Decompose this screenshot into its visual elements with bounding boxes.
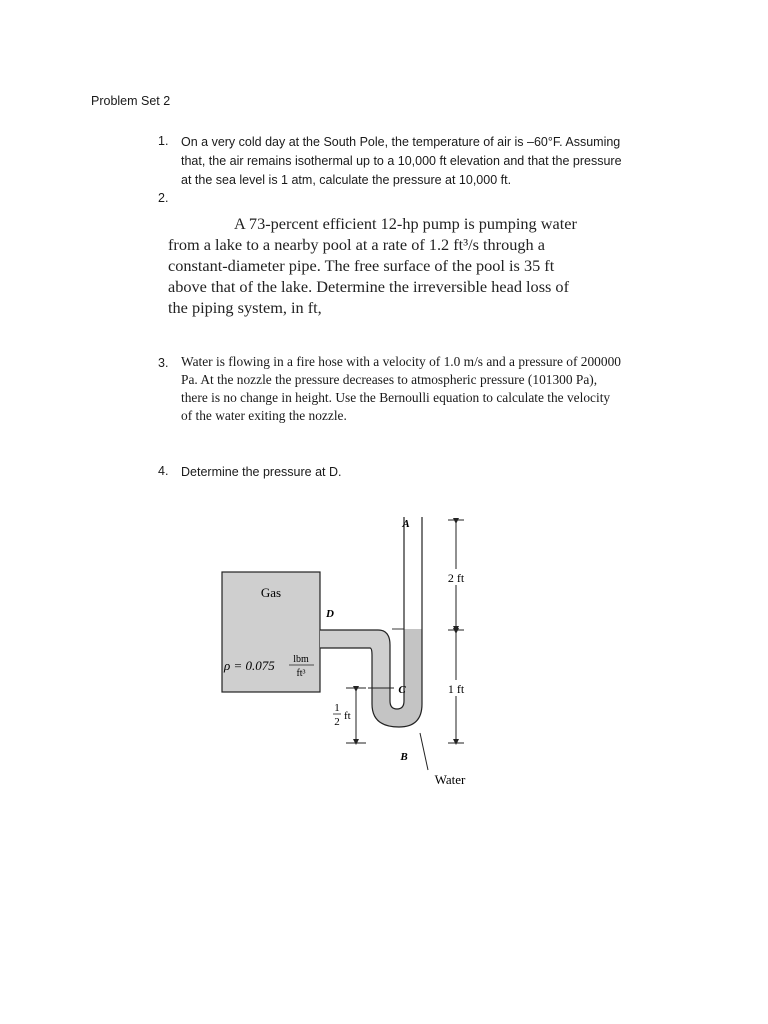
problem-3-line: there is no change in height. Use the Bernoulli equation to calculate the velocity: [181, 390, 611, 405]
problem-3-text: [181, 353, 681, 425]
gas-label: Gas: [260, 585, 282, 600]
problem-2-line: constant-diameter pipe. The free surface of the pool is 35 ft: [168, 256, 555, 275]
dim-2ft-label: 2 ft: [447, 571, 465, 585]
problem-4-number: 4.: [158, 464, 169, 478]
problem-3-line: Pa. At the nozzle the pressure decreases to atmospheric pressure (101300 Pa),: [181, 372, 598, 387]
problem-2-scanned-text: [168, 213, 608, 318]
manometer-diagram: [200, 505, 500, 805]
water-leader: [420, 733, 428, 770]
problem-2-line: A 73-percent efficient 12-hp pump is pumping water: [234, 214, 577, 233]
water-label: Water: [434, 772, 466, 787]
problem-4-line: Determine the pressure at D.: [181, 465, 342, 479]
problem-2-line: above that of the lake. Determine the irreversible head loss of: [168, 277, 569, 296]
dim-1ft-label: 1 ft: [447, 682, 465, 696]
dimension-right: [448, 520, 464, 743]
problem-2-line: from a lake to a nearby pool at a rate of 1.2 ft³/s through a: [168, 235, 545, 254]
gas-pipe: [320, 630, 390, 688]
problem-3-line: Water is flowing in a fire hose with a velocity of 1.0 m/s and a pressure of 200000: [181, 354, 621, 369]
dim-half-numerator: 1: [334, 702, 340, 714]
density-unit-numerator: lbm: [293, 654, 309, 665]
problem-2-number: 2.: [158, 191, 169, 205]
dim-half-unit: ft: [344, 710, 351, 722]
point-d-label: D: [326, 608, 334, 620]
problem-4-text: [181, 463, 681, 482]
point-c-label: C: [398, 684, 406, 696]
page-title: Problem Set 2: [91, 94, 171, 108]
problem-1-line: On a very cold day at the South Pole, the temperature of air is –60°F. Assuming: [181, 135, 621, 149]
point-b-label: B: [400, 751, 408, 763]
problem-1-text: [181, 133, 681, 190]
problem-1-number: 1.: [158, 134, 169, 148]
point-a-label: A: [402, 518, 410, 530]
open-tube-air: [404, 517, 422, 629]
problem-2-line: the piping system, in ft,: [168, 298, 322, 317]
density-unit-denominator: ft³: [296, 668, 306, 679]
problem-3-number: 3.: [158, 356, 169, 370]
problem-1-line: at the sea level is 1 atm, calculate the pressure at 10,000 ft.: [181, 173, 512, 187]
dim-half-denominator: 2: [334, 716, 340, 728]
problem-3-line: of the water exiting the nozzle.: [181, 408, 347, 423]
density-value: ρ = 0.075: [224, 658, 275, 673]
problem-1-line: that, the air remains isothermal up to a 10,000 ft elevation and that the pressure: [181, 154, 622, 168]
